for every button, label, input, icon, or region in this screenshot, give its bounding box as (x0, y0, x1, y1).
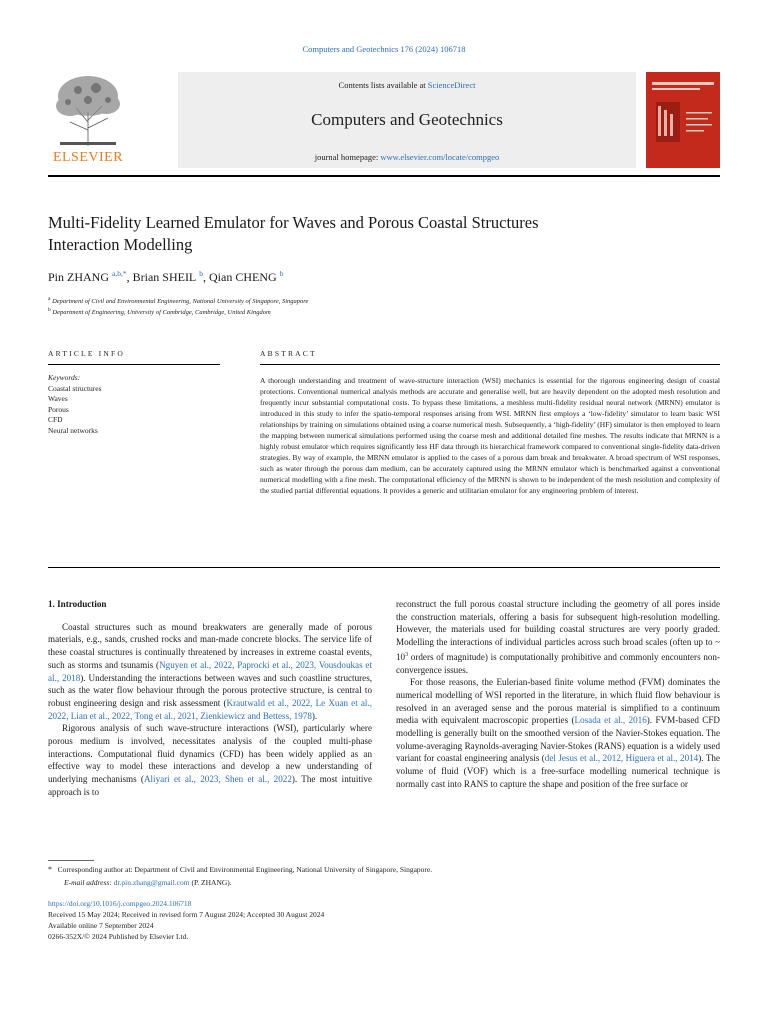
abstract-rule (260, 364, 720, 365)
keyword-item[interactable]: Neural networks (48, 425, 98, 435)
paragraph: reconstruct the full porous coastal structure including the geometry of all pores inside the construction materials, offering a basis for subsequent high-resolution modelling. However, the materials used for building coastal structures are very poorly graded. Modelling the interactions of individual particles across such broad scales (often up to ~ $10^3$ orders of magnitude) is computationally prohibitive and commonly encounters non-convergence issues. (396, 599, 720, 675)
body-left-column (48, 598, 372, 799)
paragraph: Coastal structures such as mound breakwaters are generally made of porous materials, e.g., sands, crushed rocks and man-made concrete blocks. The service life of these coastal structures is continually threatened by increases in extreme coastal events, such as storms and tsunamis (Nguyen et al., 2022, Paprocki et al., 2023, Vousdoukas et al., 2018). Understanding the interactions between waves and such coastline structures, such as the water flow behaviour through the porous protective structure, is central to robust engineering design and risk assessment (Krautwald et al., 2022, Le Xuan et al., 2022, Lian et al., 2022, Tong et al., 2021, Zienkiewicz and Bettess, 1978). (48, 621, 373, 721)
keyword-item[interactable]: Porous (48, 404, 69, 414)
article-info-heading: ARTICLE INFO (48, 349, 125, 358)
elsevier-logo[interactable] (48, 72, 128, 168)
keyword-item[interactable]: Coastal structures (48, 383, 102, 393)
keyword-item[interactable]: Waves (48, 394, 68, 403)
journal-cover-thumbnail[interactable] (646, 72, 720, 168)
article-info-rule (48, 364, 220, 365)
homepage-link[interactable]: www.elsevier.com/locate/compgeo (380, 152, 500, 162)
available-online: Available online 7 September 2024 (48, 921, 154, 930)
publisher-wordmark: ELSEVIER (52, 150, 124, 165)
corresponding-author-note: * Corresponding author at: Department of Civil and Environmental Engineering, National University of Singapore, Singapore. (48, 865, 433, 874)
masthead (48, 72, 720, 168)
email-link[interactable]: dr.pin.zhang@gmail.com (113, 878, 190, 887)
paragraph: Rigorous analysis of such wave-structure interactions (WSI), particularly where porous medium is involved, necessitates analysis of the coupled multi-phase interactions. Computational fluid dynamics (CFD) has been widely applied as an effective way to model these interactions and develop a new understanding of underlying mechanisms (Aliyari et al., 2023, Shen et al., 2022). The most intuitive approach is to (48, 723, 372, 797)
cover-icon (646, 72, 720, 168)
journal-band (178, 72, 636, 168)
affiliation: $^b$ Department of Engineering, University of Cambridge, Cambridge, United Kingdom (48, 307, 271, 317)
journal-reference[interactable]: Computers and Geotechnics 176 (2024) 106718 (302, 44, 466, 54)
homepage-line: journal homepage: www.elsevier.com/locate/compgeo (314, 152, 500, 162)
section-heading-introduction: 1. Introduction (48, 599, 107, 609)
copyright: 0266-352X/© 2024 Published by Elsevier Ltd. (48, 932, 189, 941)
author-affiliation-marks[interactable]: b (279, 269, 284, 278)
author-name[interactable]: Pin ZHANG (48, 270, 110, 284)
keywords-label: Keywords: (48, 373, 81, 382)
journal-title[interactable]: Computers and Geotechnics (311, 110, 503, 129)
citation-link[interactable]: Losada et al., 2016 (574, 715, 647, 726)
affiliation: $^a$ Department of Civil and Environmental Engineering, National University of Singapore, Singapore (48, 296, 309, 306)
body-right-column (396, 598, 720, 791)
author-name[interactable]: Qian CHENG (209, 270, 277, 284)
citation-link[interactable]: Aliyari et al., 2023, Shen et al., 2022 (143, 774, 292, 785)
tree-logo-icon (48, 72, 128, 148)
author-affiliation-marks[interactable]: a,b,* (112, 269, 127, 278)
citation-link[interactable]: del Jesus et al., 2012, Higuera et al., 2014 (544, 753, 699, 764)
abstract-text: A thorough understanding and treatment of wave-structure interaction (WSI) mechanics is essential for the rigorous engineering design of coastal protections. Conventional numerical analysis methods are accurate and generalise well, but are heavily dependent on the adopted mesh resolution and frequently incur substantial computational costs. To bypass these limitations, a meshless multi-fidelity residual neural network (MRNN) emulator is introduced in this study to infer the spatio-temporal responses arising from WSI. MRNN first employs a ‘low-fidelity’ simulator to learn basic WSI relationships by training on simulations obtained using a coarse numerical mesh. Subsequently, a ‘high-fidelity’ (HF) simulator is then employed to learn the mapping between numerical simulations performed using the coarse mesh and additional detailed fine meshes. The results indicate that MRNN is a highly robust emulator which requires significantly less HF data through its hierarchical framework compared to conventional single-fidelity data-driven strategies. By way of example, the MRNN emulator is applied to the cases of a porous dam break and breakwater. A broad spectrum of WSI responses, such as water through the porous dam medium, can be accurately captured using the MRNN emulator which is benchmarked against a conventional numerical modelling with a fine mesh. The computational efficiency of the MRNN is shown to be independent of the mesh resolution and complexity of the studied partial differential equations. It provides a generic and utilitarian emulator for any engineering problem of interest. (260, 376, 720, 495)
received-dates: Received 15 May 2024; Received in revised form 7 August 2024; Accepted 30 August 2024 (48, 910, 325, 919)
abstract-heading: ABSTRACT (260, 349, 317, 358)
keywords-block (48, 373, 218, 436)
doi-link[interactable]: https://doi.org/10.1016/j.compgeo.2024.106718 (48, 899, 192, 908)
citation-link[interactable]: Nguyen et al., 2022, Paprocki et al., 2023, Vousdoukas et al., 2018 (48, 659, 372, 683)
author-name[interactable]: Brian SHEIL (132, 270, 197, 284)
article-title: Multi-Fidelity Learned Emulator for Waves and Porous Coastal Structures Interaction Modelling (48, 213, 539, 254)
email-line: E-mail address: dr.pin.zhang@gmail.com (P. ZHANG). (64, 878, 232, 887)
abstract-bottom-rule (48, 567, 720, 568)
footnote-separator (48, 860, 94, 861)
author-affiliation-marks[interactable]: b (199, 269, 204, 278)
keyword-item[interactable]: CFD (48, 415, 63, 424)
contents-line: Contents lists available at ScienceDirect (338, 80, 476, 90)
citation-link[interactable]: Krautwald et al., 2022, Le Xuan et al., 2022, Lian et al., 2022, Tong et al., 2021, Zienkiewicz and Bettess, 1978 (48, 697, 372, 721)
publication-info (48, 898, 324, 942)
author-list: Pin ZHANG $^{a,b,*}$, Brian SHEIL $^b$, Qian CHENG $^b$ (48, 269, 284, 284)
sciencedirect-link[interactable]: ScienceDirect (427, 80, 476, 90)
masthead-rule (48, 175, 720, 177)
paragraph: For those reasons, the Eulerian-based finite volume method (FVM) dominates the numerical modelling of WSI reported in the literature, in which fluid flow behaviour is resolved in an averaged sense and the porous material is simplified to a continuum media with equivalent macroscopic properties (Losada et al., 2016). FVM-based CFD modelling is generally built on the smoothed version of the Navier-Stokes equation. The volume-averaging Raynolds-averaging Navier-Stokes (RANS) equation is a widely used variant for coastal engineering analysis (del Jesus et al., 2012, Higuera et al., 2014). The volume of fluid (VOF) which is a free-surface modelling numerical technique is normally cast into RANS to capture the shape and position of the free surface or (396, 677, 720, 789)
